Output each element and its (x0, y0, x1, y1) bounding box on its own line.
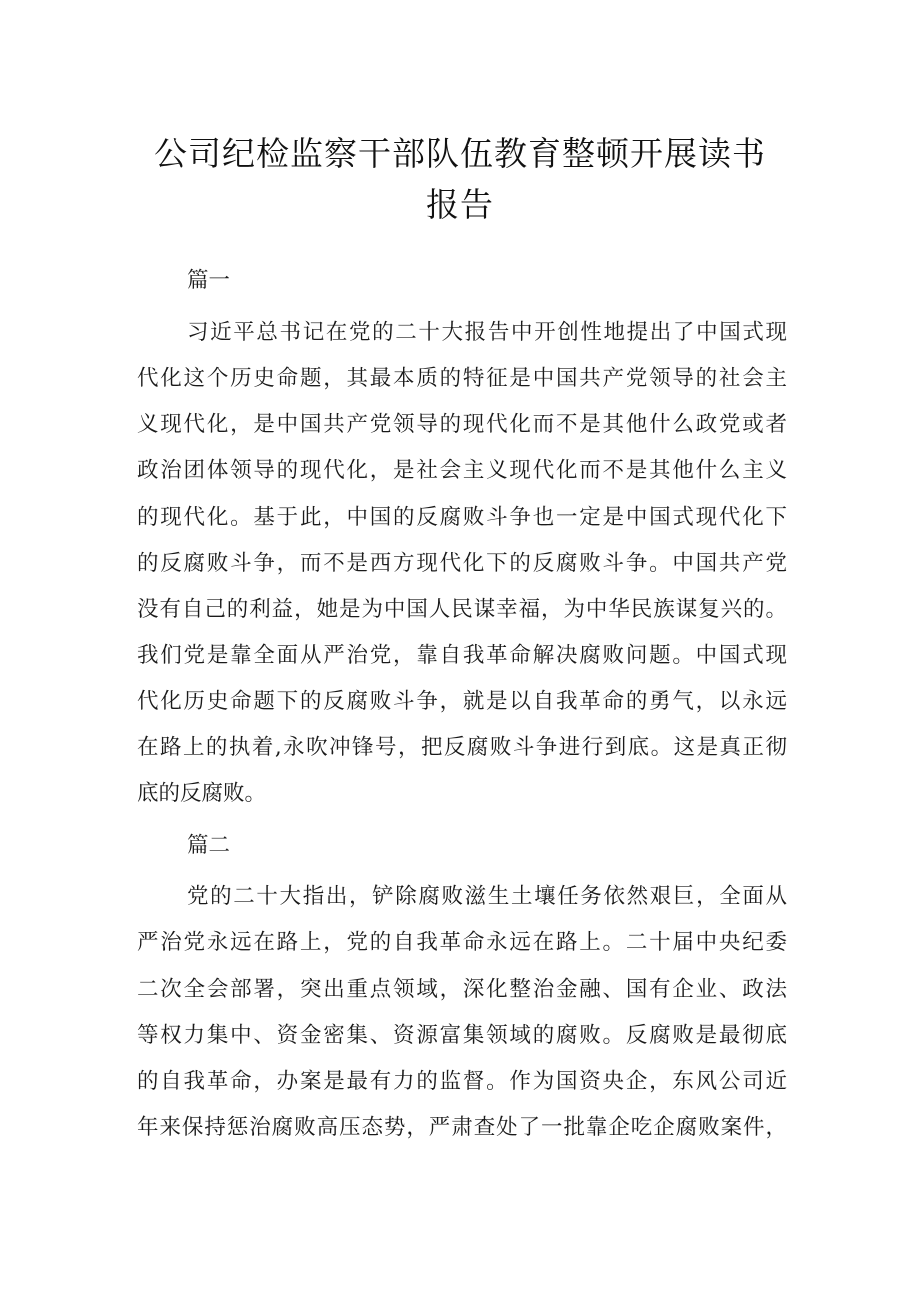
paragraph-line: 二次全会部署，突出重点领域，深化整治金融、国有企业、政法 (137, 977, 787, 1002)
paragraph-line: 代化这个历史命题，其最本质的特征是中国共产党领导的社会主 (137, 366, 787, 391)
paragraph-line: 在路上的执着,永吹冲锋号，把反腐败斗争进行到底。这是真正彻 (137, 735, 787, 760)
section-heading-1: 篇一 (187, 268, 231, 293)
paragraph-line: 没有自己的利益，她是为中国人民谋幸福，为中华民族谋复兴的。 (137, 597, 787, 622)
paragraph-line: 的自我革命，办案是最有力的监督。作为国资央企，东风公司近 (137, 1069, 787, 1094)
paragraph-line: 义现代化，是中国共产党领导的现代化而不是其他什么政党或者 (137, 412, 787, 437)
paragraph-line: 底的反腐败。 (137, 781, 267, 806)
document-title-line-2: 报告 (426, 185, 494, 224)
paragraph-line: 我们党是靠全面从严治党，靠自我革命解决腐败问题。中国式现 (137, 643, 787, 668)
paragraph-line: 政治团体领导的现代化，是社会主义现代化而不是其他什么主义 (137, 458, 787, 483)
paragraph-line: 代化历史命题下的反腐败斗争，就是以自我革命的勇气，以永远 (137, 689, 787, 714)
section-heading-2: 篇二 (187, 833, 231, 858)
paragraph-line: 年来保持惩治腐败高压态势，严肃查处了一批靠企吃企腐败案件， (137, 1115, 787, 1140)
document-title-line-1: 公司纪检监察干部队伍教育整顿开展读书 (154, 134, 766, 173)
paragraph-line: 等权力集中、资金密集、资源富集领域的腐败。反腐败是最彻底 (137, 1023, 787, 1048)
paragraph-line: 的现代化。基于此，中国的反腐败斗争也一定是中国式现代化下 (137, 505, 787, 530)
paragraph-line: 严治党永远在路上，党的自我革命永远在路上。二十届中央纪委 (137, 930, 787, 955)
paragraph-line: 习近平总书记在党的二十大报告中开创性地提出了中国式现 (187, 320, 787, 345)
paragraph-line: 的反腐败斗争，而不是西方现代化下的反腐败斗争。中国共产党 (137, 551, 787, 576)
paragraph-line: 党的二十大指出，铲除腐败滋生土壤任务依然艰巨，全面从 (187, 884, 787, 909)
